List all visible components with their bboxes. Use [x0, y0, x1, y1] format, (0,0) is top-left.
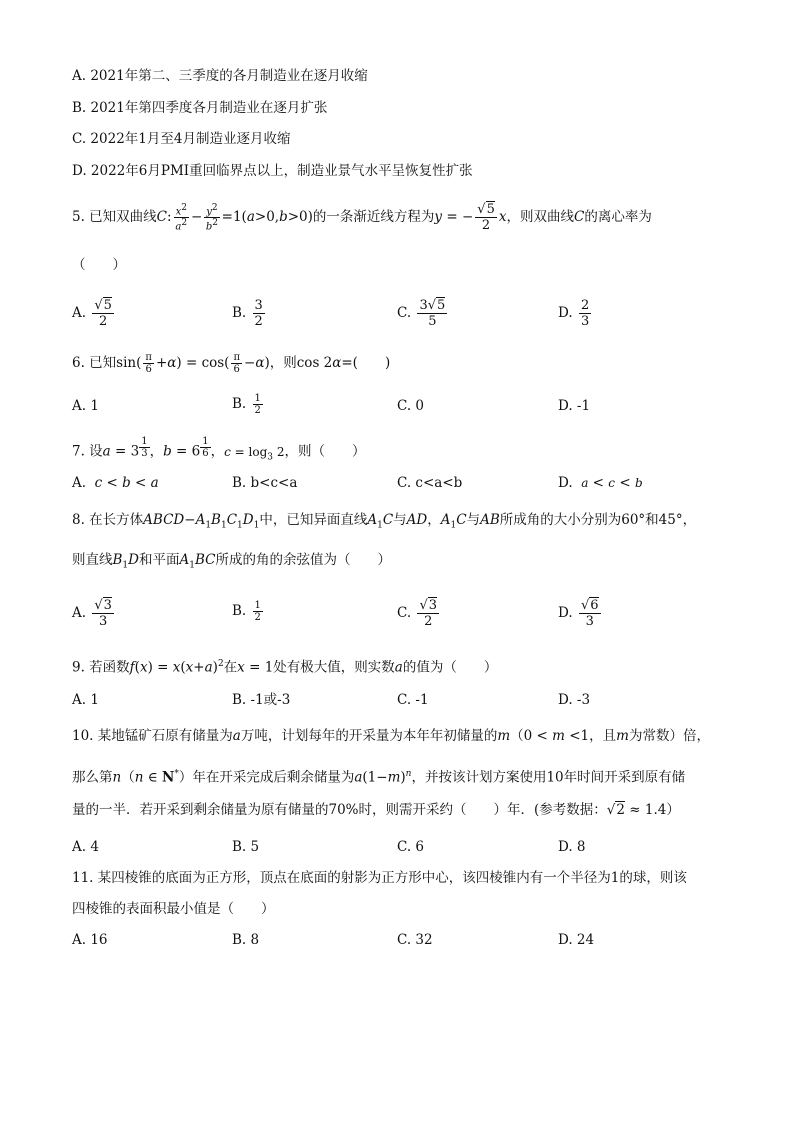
q10-option-d: D. 8: [558, 839, 586, 855]
q5-option-d: D. $\frac{2}{3}$: [558, 298, 590, 329]
q5-paren: （ ）: [72, 257, 126, 273]
q11-option-c: C. 32: [397, 932, 433, 948]
q9-option-a: A. 1: [72, 692, 99, 708]
q8-option-a: A. $\frac{√3}{3}$: [72, 598, 112, 629]
q10-option-c: C. 6: [397, 839, 425, 855]
q6-option-d: D. -1: [558, 398, 591, 414]
q10-option-a: A. 4: [72, 839, 99, 855]
q9-stem: 9. 若函数$f(x) = x(x+a)^2$在x = 1处有极大值，则实数a的值为（ ）: [72, 659, 498, 676]
q10-stem-line3: 量的一半．若开采到剩余储量为原有储量的70%时，则需开采约（ ）年．(参考数据：√2 ≈ 1.4）: [72, 802, 680, 818]
q9-option-b: B. -1或-3: [232, 692, 291, 708]
q10-stem-line2: 那么第n（n ∈ N*）年在开采完成后剩余储量为$a(1-m)^n$，并按该计划方案使用10年时间开采到原有储: [72, 769, 686, 786]
q4-option-b: B. 2021年第四季度各月制造业在逐月扩张: [72, 100, 328, 116]
q8-option-d: D. $\frac{√6}{3}$: [558, 598, 599, 629]
q4-option-d: D. 2022年6月PMI重回临界点以上，制造业景气水平呈恢复性扩张: [72, 163, 473, 179]
q5-option-b: B. $\frac{3}{2}$: [232, 298, 263, 329]
q6-option-c: C. 0: [397, 398, 425, 414]
q6-stem: 6. 已知sin( $\frac{\pi}{6}$ +α) = cos( $\frac{\pi}{6}$ −α)，则cos 2α=( ): [72, 352, 391, 375]
q8-option-c: C. $\frac{√3}{2}$: [397, 598, 438, 629]
q11-option-a: A. 16: [72, 932, 108, 948]
q9-option-d: D. -3: [558, 692, 591, 708]
q11-option-d: D. 24: [558, 932, 595, 948]
q6-option-a: A. 1: [72, 398, 99, 414]
q8-stem-line2: 则直线$B_1D$和平面$A_1BC$所成的角的余弦值为（ ）: [72, 552, 391, 571]
q10-option-b: B. 5: [232, 839, 260, 855]
q7-option-a: A. c < b < a: [72, 475, 159, 491]
q8-stem-line1: 8. 在长方体$ABCD-A_1B_1C_1D_1$中，已知异面直线$A_1C$与AD，$A_1C$与AB所成角的大小分别为60°和45°，: [72, 512, 697, 531]
q4-option-a: A. 2021年第二、三季度的各月制造业在逐月收缩: [72, 68, 368, 84]
q11-stem-line1: 11. 某四棱锥的底面为正方形，顶点在底面的射影为正方形中心，该四棱锥内有一个半径为1的球，则该: [72, 870, 687, 886]
q6-option-b: B. $\frac{1}{2}$: [232, 393, 261, 416]
q11-option-b: B. 8: [232, 932, 260, 948]
q7-option-b: B. b<c<a: [232, 475, 298, 491]
q7-option-c: C. c<a<b: [397, 475, 463, 491]
q10-stem-line1: 10. 某地锰矿石原有储量为a万吨，计划每年的开采量为本年年初储量的m（0 < m <1，且m为常数）倍，: [72, 728, 710, 744]
q5-option-c: C. $\frac{3√5}{5}$: [397, 298, 446, 329]
q8-option-b: B. $\frac{1}{2}$: [232, 600, 261, 623]
q7-option-d: D. a < c < b: [558, 475, 643, 491]
q5-stem: 5. 已知双曲线C: $\frac{x^2}{a^2}$ − $\frac{y^2}{b^2}$ =1(a>0,b>0)的一条渐近线方程为y = − $\frac{√5}{2}$ x，则双曲线C的离心率为: [72, 202, 652, 233]
q11-stem-line2: 四棱锥的表面积最小值是（ ）: [72, 901, 275, 917]
q7-stem: 7. 设a = 3 $^{\frac{1}{3}}$ ，b = 6 $^{\frac{1}{6}}$ ，$c = \log_3 2$，则（ ）: [72, 436, 366, 462]
q9-option-c: C. -1: [397, 692, 429, 708]
q5-option-a: A. $\frac{√5}{2}$: [72, 298, 112, 329]
q4-option-c: C. 2022年1月至4月制造业逐月收缩: [72, 131, 291, 147]
